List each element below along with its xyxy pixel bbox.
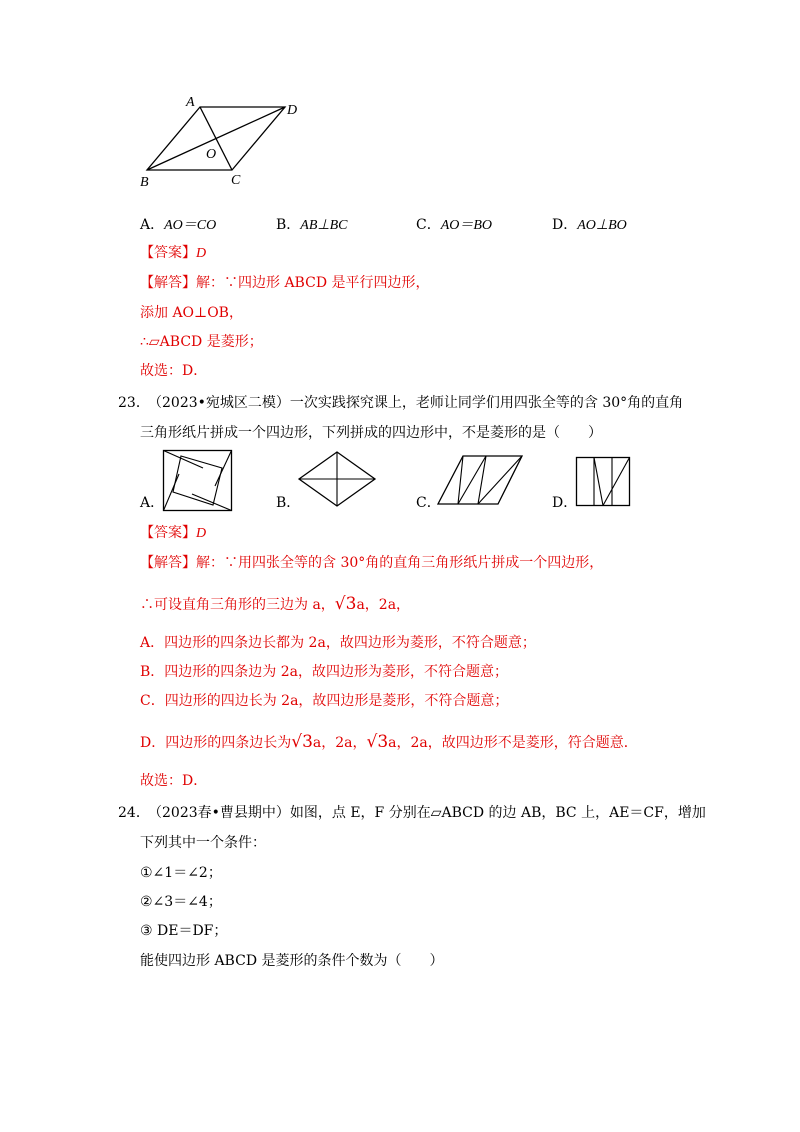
label-d: D bbox=[287, 103, 298, 118]
q24-condition-3: ③ DE＝DF； bbox=[140, 923, 228, 939]
q23-answer: 【答案】D bbox=[140, 525, 207, 541]
q24-condition-1: ①∠1＝∠2； bbox=[140, 865, 222, 881]
q23-option-a-label: A． bbox=[140, 495, 165, 511]
q22-solution-line1: 【解答】解：∵四边形 ABCD 是平行四边形， bbox=[140, 275, 430, 291]
q23-figure-c bbox=[438, 456, 538, 526]
sqrt-three: √3 bbox=[334, 594, 357, 614]
sqrt-three-d1: √3 bbox=[291, 732, 313, 752]
q24-stem-line1: （2023春•曹县期中）如图，点 E，F 分别在▱ABCD 的边 AB，BC 上，AE＝CF，增加 bbox=[148, 805, 706, 821]
q22-solution-line2: 添加 AO⊥OB， bbox=[140, 305, 243, 321]
q23-sides-line: ∴可设直角三角形的三边为 a，√3a，2a， bbox=[140, 594, 411, 614]
q23-option-d-label: D． bbox=[552, 495, 578, 511]
parallelogram-figure bbox=[0, 0, 800, 200]
label-a: A bbox=[186, 95, 195, 110]
sqrt-three-d2: √3 bbox=[366, 732, 389, 752]
q22-option-c: C．AO＝BO bbox=[416, 217, 493, 233]
q24-number: 24． bbox=[118, 805, 150, 821]
q22-solution-line4: 故选：D． bbox=[140, 363, 208, 379]
q23-stem-line2: 三角形纸片拼成一个四边形，下列拼成的四边形中，不是菱形的是（ ） bbox=[140, 425, 602, 441]
q23-option-c-label: C． bbox=[416, 495, 441, 511]
q23-solution-line1: 【解答】解：∵用四张全等的含 30°角的直角三角形纸片拼成一个四边形， bbox=[140, 555, 604, 571]
q24-condition-2: ②∠3＝∠4； bbox=[140, 894, 222, 910]
q23-line-d: D．四边形的四条边长为√3a，2a，√3a，2a，故四边形不是菱形，符合题意． bbox=[140, 732, 638, 752]
q23-option-b-label: B． bbox=[276, 495, 301, 511]
q23-figure-a bbox=[163, 450, 243, 520]
q24-question: 能使四边形 ABCD 是菱形的条件个数为（ ） bbox=[140, 953, 444, 969]
q24-stem-line2: 下列其中一个条件： bbox=[140, 835, 266, 851]
q23-figure-b bbox=[299, 452, 389, 522]
q23-line-b: B．四边形的四条边为 2a，故四边形为菱形，不符合题意； bbox=[140, 664, 508, 680]
q23-line-a: A．四边形的四条边长都为 2a，故四边形为菱形，不符合题意； bbox=[140, 635, 536, 651]
q22-option-a: A．AO＝CO bbox=[140, 217, 217, 233]
q23-number: 23． bbox=[118, 395, 150, 411]
q23-conclusion: 故选：D． bbox=[140, 773, 208, 789]
label-b: B bbox=[140, 175, 149, 190]
q22-solution-line3: ∴▱ABCD 是菱形； bbox=[140, 334, 263, 350]
q23-line-c: C．四边形的四边长为 2a，故四边形是菱形，不符合题意； bbox=[140, 693, 509, 709]
label-c: C bbox=[231, 173, 241, 188]
q23-stem-line1: （2023•宛城区二模）一次实践探究课上，老师让同学们用四张全等的含 30°角的直角 bbox=[148, 395, 684, 411]
q22-option-d: D．AO⊥BO bbox=[552, 217, 627, 233]
q22-answer: 【答案】D bbox=[140, 245, 207, 261]
q23-figure-d bbox=[576, 457, 646, 527]
q22-option-b: B．AB⊥BC bbox=[276, 217, 348, 233]
label-o: O bbox=[206, 147, 217, 162]
